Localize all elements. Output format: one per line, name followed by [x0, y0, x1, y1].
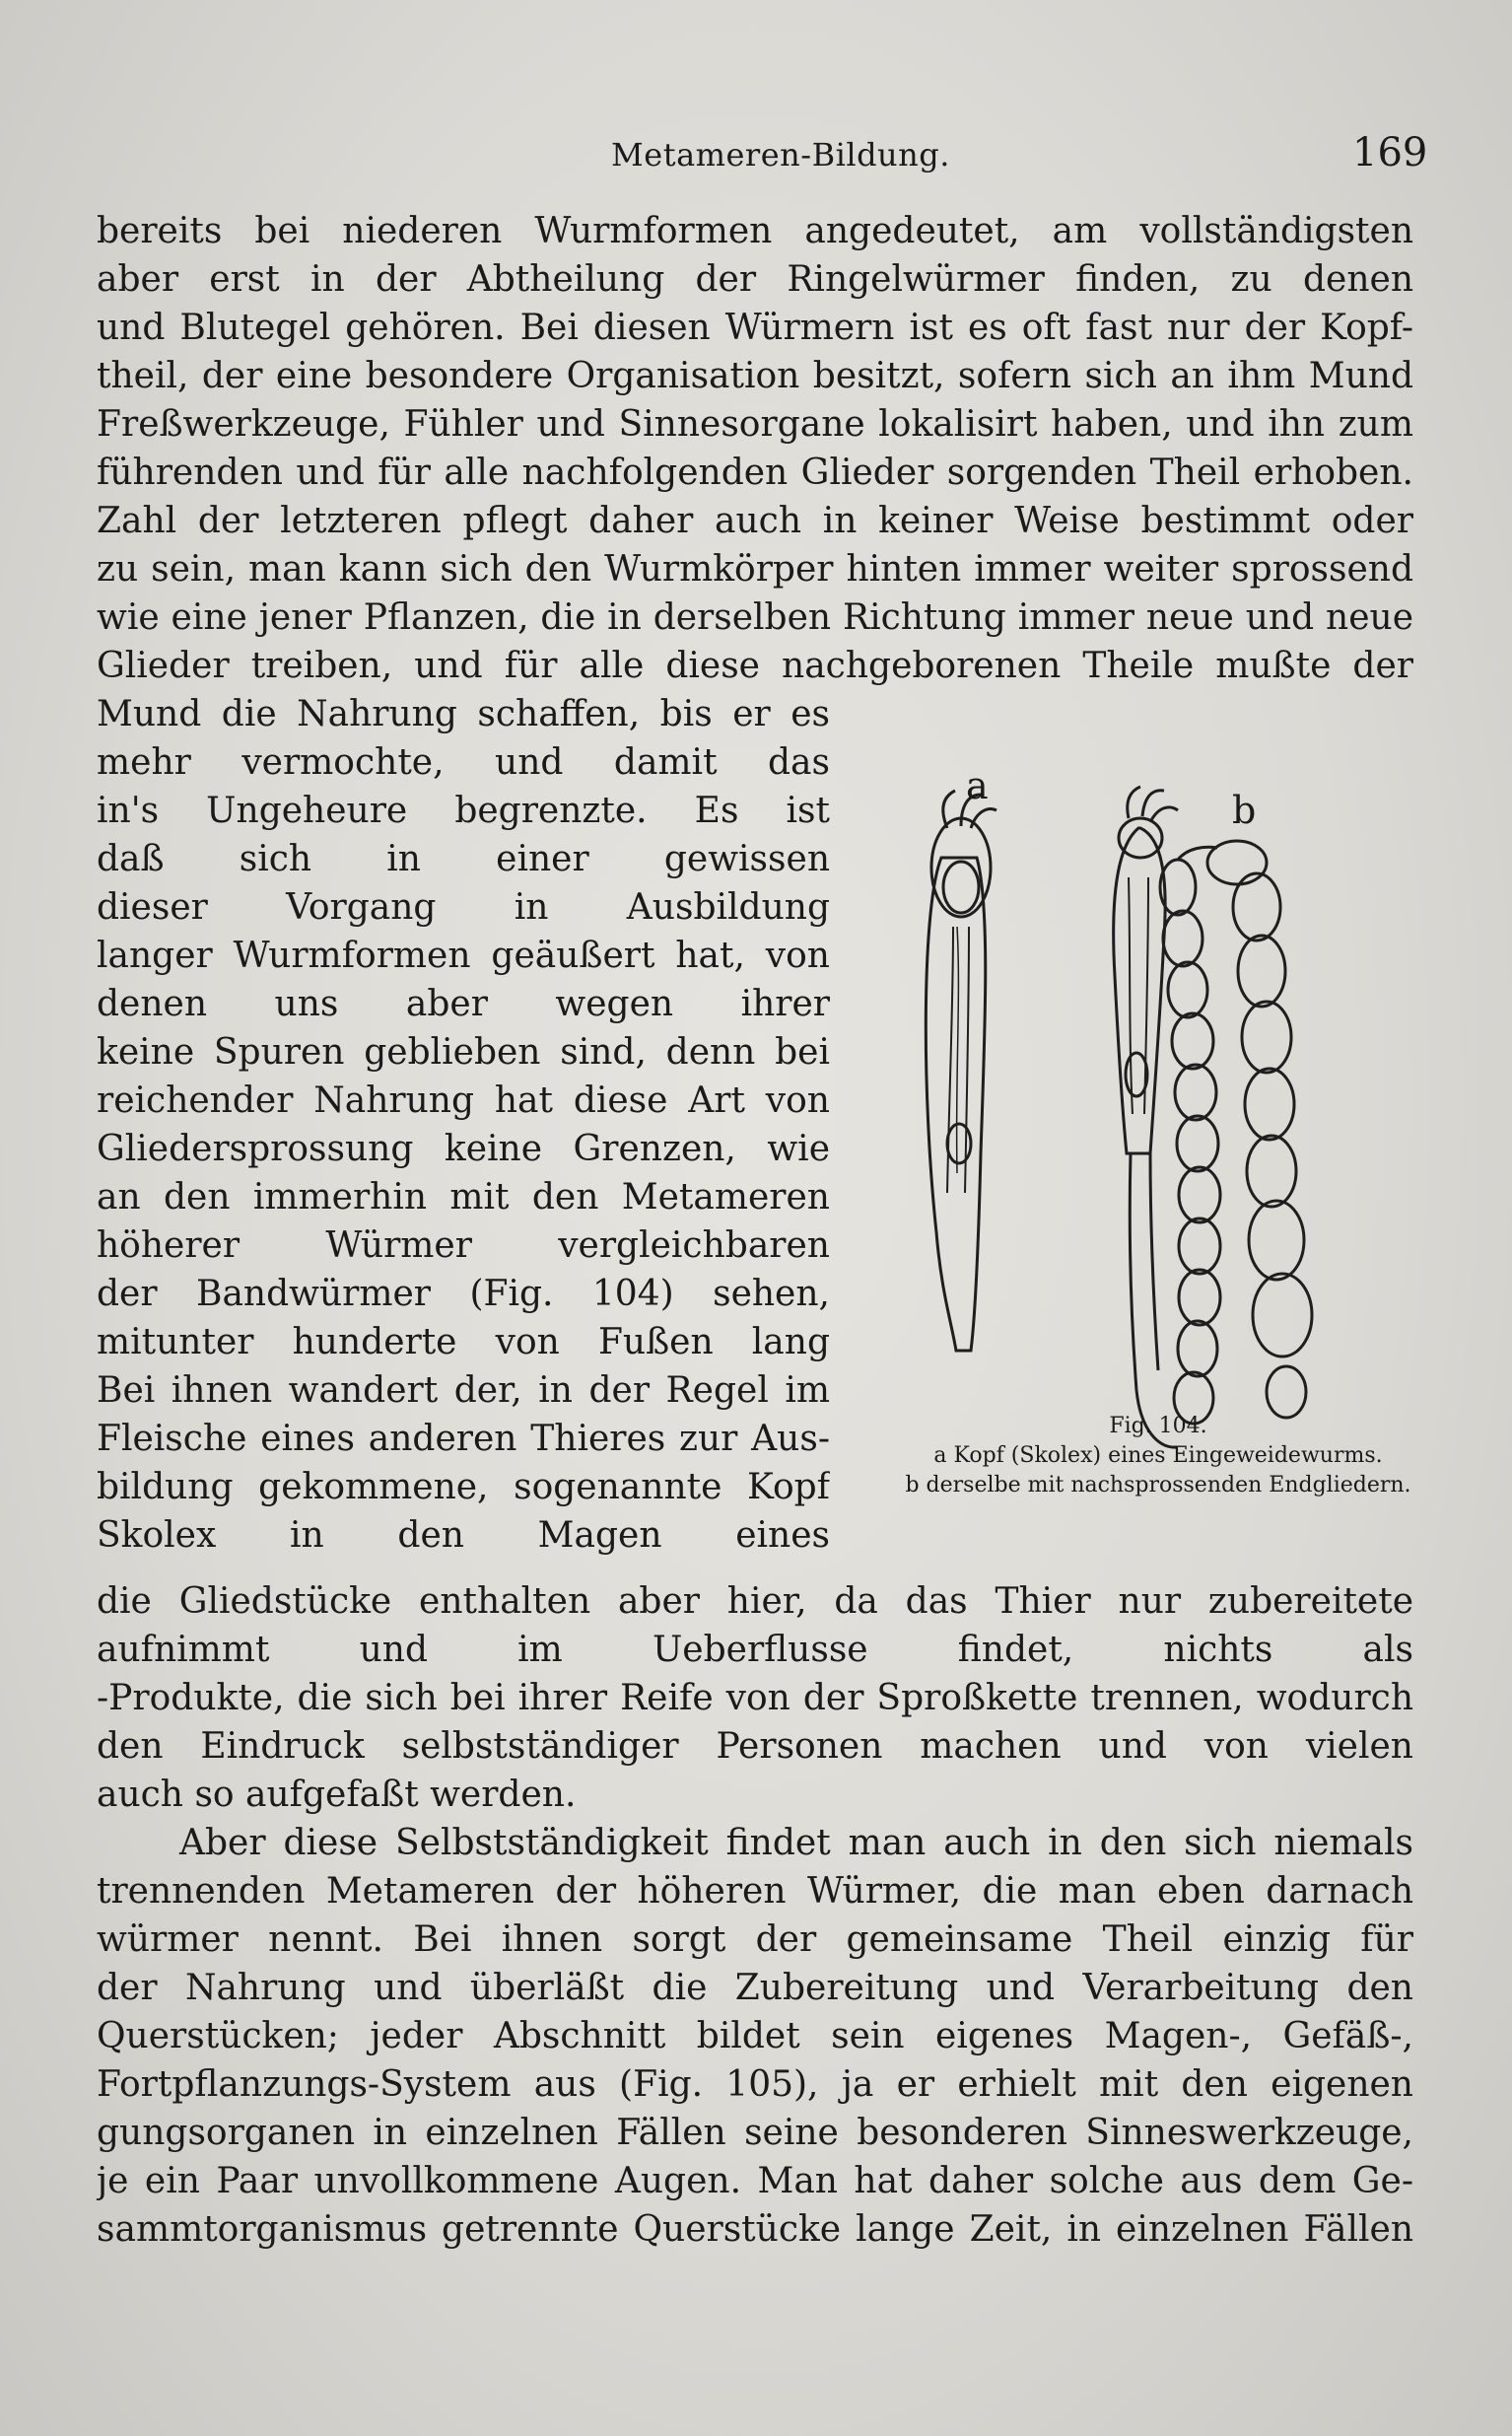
proglottid-chain: [1160, 841, 1312, 1424]
scolex-a-sucker: [943, 862, 979, 913]
text-line: höherer Würmer vergleichbaren: [97, 1225, 830, 1266]
text-line: bereits bei niederen Wurmformen angedeutet, am vollständigsten: [97, 211, 1413, 251]
text-line: mehr vermochte, und damit das: [97, 742, 830, 783]
figure-label-b: b: [1232, 789, 1257, 832]
text-line: je ein Paar unvollkommene Augen. Man hat daher solche aus dem Ge-: [97, 2161, 1413, 2201]
text-line: aufnimmt und im Ueberflusse findet, nichts als: [97, 1630, 1413, 1670]
text-line: denen uns aber wegen ihrer: [97, 984, 830, 1024]
text-line: und Blutegel gehören. Bei diesen Würmern ist es oft fast nur der Kopf-: [97, 308, 1413, 348]
paragraph-1-narrow: [97, 690, 830, 1560]
text-line: würmer nennt. Bei ihnen sorgt der gemeinsame Theil einzig für: [97, 1919, 1413, 1960]
figure-104: [882, 680, 1434, 1528]
tapeworm-illustration: [882, 680, 1434, 1528]
text-line: gungsorganen in einzelnen Fällen seine besonderen Sinneswerkzeuge,: [97, 2113, 1413, 2153]
page-number: 169: [1352, 130, 1428, 175]
text-line: in's Ungeheure begrenzte. Es ist: [97, 791, 830, 831]
text-line: Fleische eines anderen Thieres zur Aus-: [97, 1419, 830, 1459]
scolex-b-head: [1114, 828, 1166, 1153]
text-line: der Bandwürmer (Fig. 104) sehen,: [97, 1274, 830, 1314]
text-line: trennenden Metameren der höheren Würmer, die man eben darnach: [97, 1871, 1413, 1912]
text-line: Zahl der letzteren pflegt daher auch in keiner Weise bestimmt oder: [97, 501, 1413, 541]
text-line: den Eindruck selbstständiger Personen machen und von vielen: [97, 1726, 1413, 1767]
text-line: Fortpflanzungs-System aus (Fig. 105), ja er erhielt mit den eigenen: [97, 2064, 1413, 2105]
text-line: dieser Vorgang in Ausbildung: [97, 887, 830, 928]
text-line: bildung gekommene, sogenannte Kopf: [97, 1467, 830, 1507]
text-line: langer Wurmformen geäußert hat, von: [97, 936, 830, 976]
running-title: Metameren-Bildung.: [611, 136, 950, 174]
figure-caption-b: b derselbe mit nachsprossenden Endgliedern.: [905, 1473, 1411, 1497]
text-line: Freßwerkzeuge, Fühler und Sinnesorgane lokalisirt haben, und ihn zum: [97, 404, 1413, 445]
text-line: Skolex in den Magen eines: [97, 1515, 830, 1556]
text-line: Bei ihnen wandert der, in der Regel im: [97, 1370, 830, 1411]
text-line: Aber diese Selbstständigkeit findet man auch in den sich niemals: [179, 1823, 1413, 1863]
text-line: der Nahrung und überläßt die Zubereitung und Verarbeitung den: [97, 1968, 1413, 2008]
text-line: keine Spuren geblieben sind, denn bei: [97, 1032, 830, 1073]
paragraph-1-bottom-and-paragraph-2: [97, 1577, 1413, 2254]
text-line: reichender Nahrung hat diese Art von: [97, 1080, 830, 1121]
text-line: die Gliedstücke enthalten aber hier, da das Thier nur zubereitete: [97, 1581, 1413, 1622]
text-line: Mund die Nahrung schaffen, bis er es: [97, 694, 830, 734]
figure-caption-title: Fig. 104.: [1109, 1414, 1207, 1438]
text-line: Gliedersprossung keine Grenzen, wie: [97, 1129, 830, 1169]
paragraph-1-top: [97, 207, 1413, 690]
text-line: wie eine jener Pflanzen, die in derselben Richtung immer neue und neue: [97, 597, 1413, 638]
text-line: Glieder treiben, und für alle diese nachgeborenen Theile mußte der: [97, 646, 1413, 686]
text-line: sammtorganismus getrennte Querstücke lange Zeit, in einzelnen Fällen: [97, 2209, 1413, 2250]
text-line: an den immerhin mit den Metameren: [97, 1177, 830, 1218]
text-line: -Produkte, die sich bei ihrer Reife von der Sproßkette trennen, wodurch: [97, 1678, 1413, 1718]
text-line: mitunter hunderte von Fußen lang: [97, 1322, 830, 1362]
text-line: führenden und für alle nachfolgenden Glieder sorgenden Theil erhoben.: [97, 452, 1413, 493]
text-line: daß sich in einer gewissen: [97, 839, 830, 879]
scolex-a-head: [931, 818, 991, 917]
text-line: auch so aufgefaßt werden.: [97, 1775, 577, 1815]
scolex-a-body: [926, 858, 985, 1351]
text-line: zu sein, man kann sich den Wurmkörper hinten immer weiter sprossend: [97, 549, 1413, 590]
text-line: aber erst in der Abtheilung der Ringelwürmer finden, zu denen: [97, 259, 1413, 300]
text-line: Querstücken; jeder Abschnitt bildet sein eigenes Magen-, Gefäß-,: [97, 2016, 1413, 2056]
figure-label-a: a: [966, 764, 989, 807]
text-line: theil, der eine besondere Organisation besitzt, sofern sich an ihm Mund: [97, 356, 1413, 396]
figure-caption-a: a Kopf (Skolex) eines Eingeweidewurms.: [933, 1443, 1383, 1468]
